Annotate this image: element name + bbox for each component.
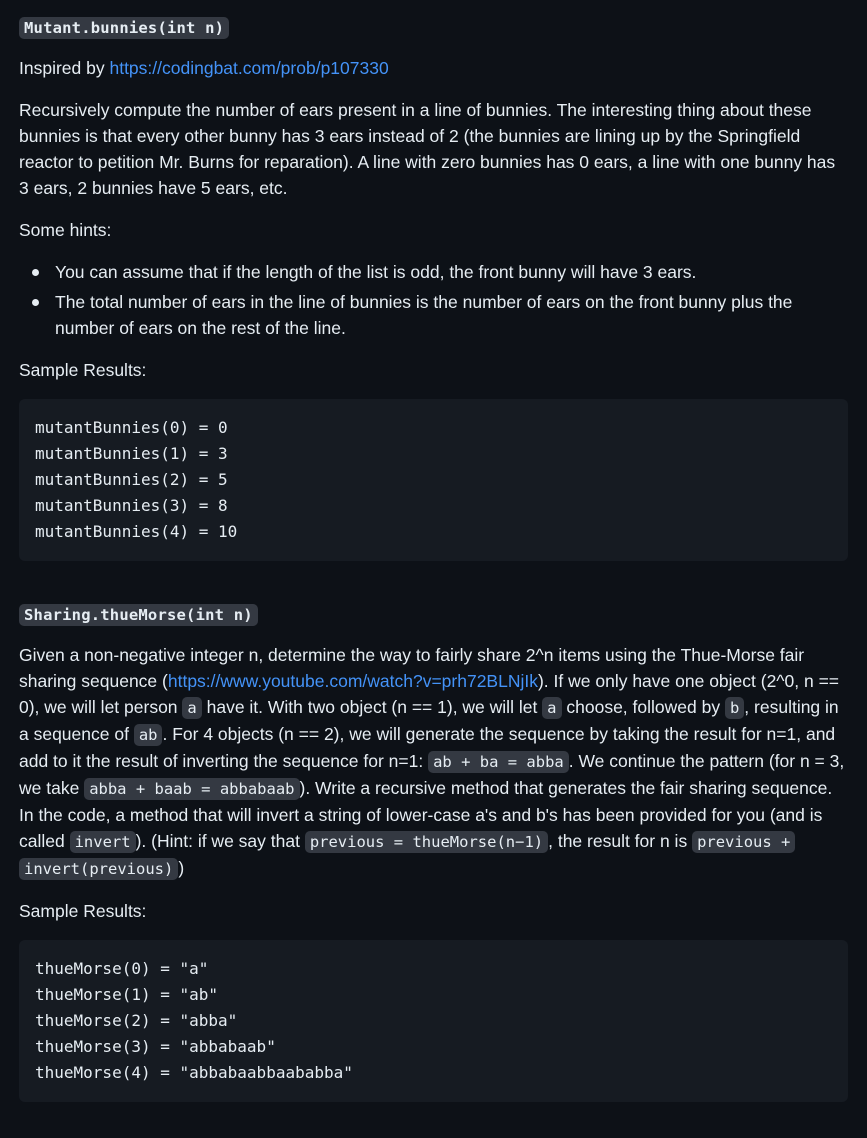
desc-text: ). If we only have one object (2^0, n == 0), we will let person: [19, 671, 840, 717]
section-title-thue-morse: [19, 601, 848, 628]
method-signature: Mutant.bunnies(int n): [19, 17, 229, 39]
code-line: mutantBunnies(2) = 5: [35, 470, 228, 489]
mutant-bunnies-description: Recursively compute the number of ears present in a line of bunnies. The interesting thing about these bunnies is that every other bunny has 3 ears instead of 2 (the bunnies are lining up by the Springfield reactor to petition Mr. Burns for reparation). A line with zero bunnies has 0 ears, a line with one bunny has 3 ears, 2 bunnies have 5 ears, etc.: [19, 100, 836, 198]
hint-item: You can assume that if the length of the list is odd, the front bunny will have 3 ears.: [55, 259, 848, 285]
section-spacer: [19, 577, 848, 601]
sample-results-heading: Sample Results:: [19, 901, 147, 921]
code-line: mutantBunnies(0) = 0: [35, 418, 228, 437]
inline-code: invert: [70, 831, 136, 853]
code-line: mutantBunnies(1) = 3: [35, 444, 228, 463]
code-line: thueMorse(2) = "abba": [35, 1011, 238, 1030]
desc-text: ). Write a recursive method that generates the fair sharing sequence. In the code, a method that will invert a string of lower-case a's and b's has been provided for you (and is called: [19, 778, 833, 851]
method-signature: Sharing.thueMorse(int n): [19, 604, 258, 626]
inline-code: ab: [134, 724, 163, 746]
youtube-link[interactable]: https://www.youtube.com/watch?v=prh72BLNjIk: [167, 671, 538, 691]
code-line: thueMorse(4) = "abbabaabbaababba": [35, 1063, 353, 1082]
sample-results-heading: Sample Results:: [19, 360, 147, 380]
codingbat-link[interactable]: https://codingbat.com/prob/p107330: [109, 58, 389, 78]
desc-text: choose, followed by: [561, 697, 725, 717]
inline-code: ab + ba = abba: [428, 751, 569, 773]
hint-item: The total number of ears in the line of bunnies is the number of ears on the front bunny plus the number of ears on the rest of the line.: [55, 289, 848, 341]
desc-text: , resulting in a sequence of: [19, 697, 839, 744]
desc-text: ). (Hint: if we say that: [135, 831, 305, 851]
inline-code: abba + baab = abbabaab: [84, 778, 299, 800]
code-line: mutantBunnies(3) = 8: [35, 496, 228, 515]
hints-heading: Some hints:: [19, 220, 112, 240]
inspired-by-label: Inspired by: [19, 58, 110, 78]
inline-code: a: [542, 697, 561, 719]
section-title-mutant-bunnies: [19, 14, 848, 41]
desc-text: Given a non-negative integer n, determine the way to fairly share 2^n items using the Thue-Morse fair sharing sequence (: [19, 645, 805, 691]
sample-results-code-block: [19, 399, 848, 561]
inline-code: previous + invert(previous): [19, 831, 795, 880]
inline-code: a: [182, 697, 201, 719]
desc-text: ): [178, 858, 185, 878]
code-line: thueMorse(0) = "a": [35, 959, 209, 978]
code-line: thueMorse(1) = "ab": [35, 985, 219, 1004]
code-line: thueMorse(3) = "abbabaab": [35, 1037, 276, 1056]
sample-results-code-block: [19, 940, 848, 1102]
inspired-by-line: [19, 55, 848, 81]
desc-text: have it. With two object (n == 1), we will let: [201, 697, 543, 717]
desc-text: . We continue the pattern (for n = 3, we take: [19, 751, 845, 798]
desc-text: , the result for n is: [548, 831, 693, 851]
thue-morse-description: [19, 642, 848, 882]
inline-code: previous = thueMorse(n−1): [305, 831, 548, 853]
hints-list: [19, 259, 848, 341]
inline-code: b: [725, 697, 744, 719]
desc-text: . For 4 objects (n == 2), we will generate the sequence by taking the result for n=1, and add to it the result of inverting the sequence for n=1:: [19, 724, 836, 771]
code-line: mutantBunnies(4) = 10: [35, 522, 238, 541]
